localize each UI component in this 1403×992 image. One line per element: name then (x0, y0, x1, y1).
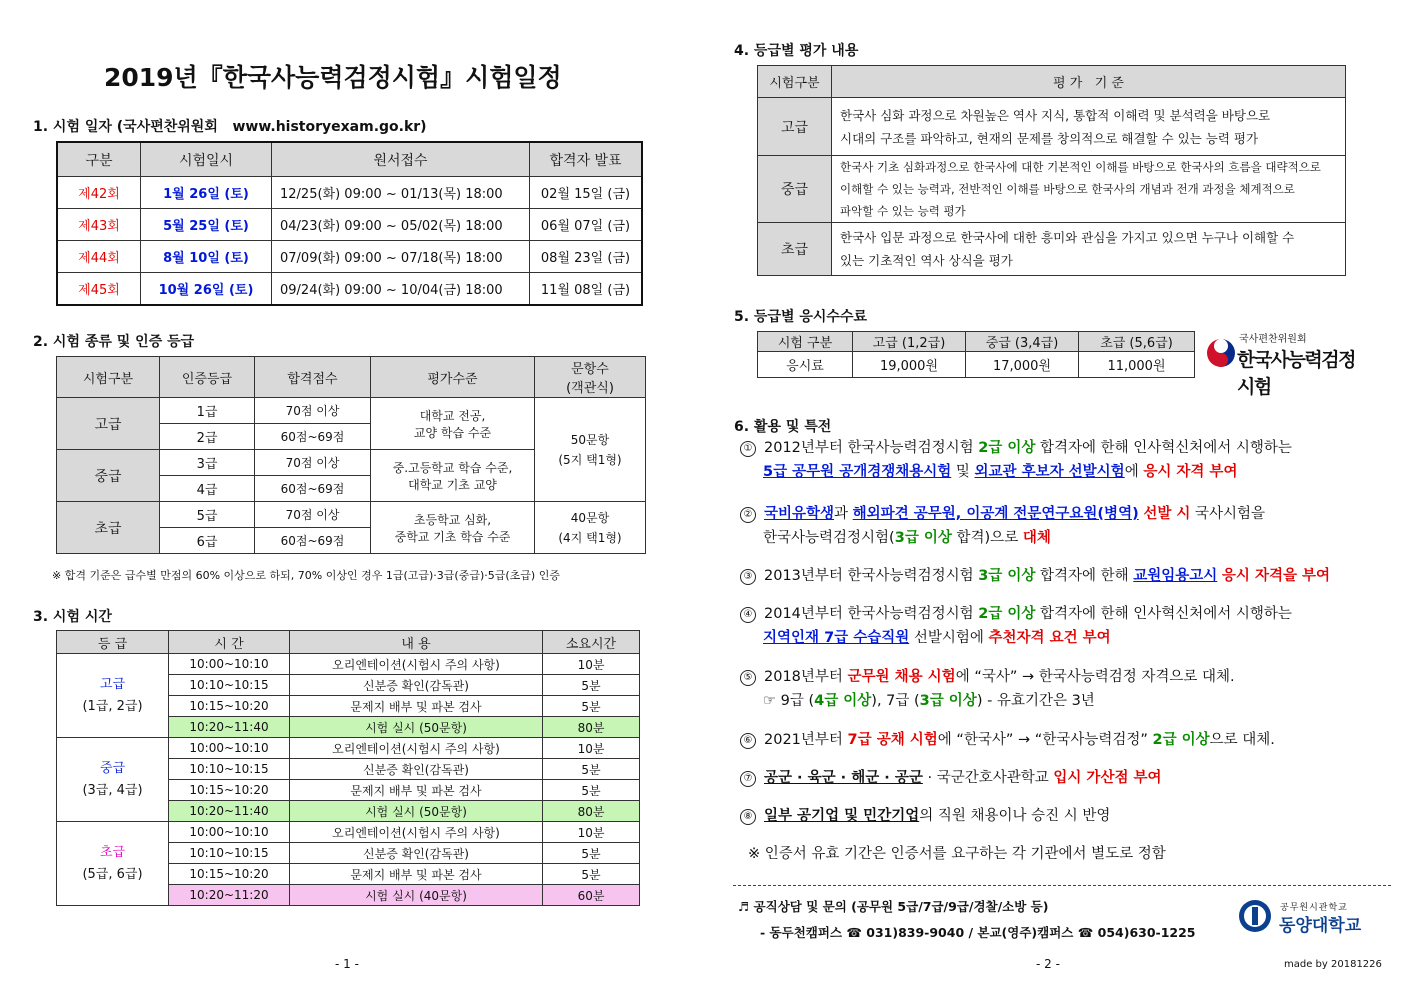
item-text: 에 “국사” → 한국사능력검정 자격으로 대체. (955, 669, 1235, 685)
description-line: 한국사 입문 과정으로 한국사에 대한 흥미와 관심을 가지고 있으면 누구나 이해할 수 (840, 230, 1295, 245)
time-cell: 10:20~11:20 (169, 885, 290, 906)
item-text: 국사시험을 (1195, 506, 1266, 522)
school-logo (1238, 897, 1388, 937)
item-number: ⑦ (740, 771, 756, 787)
description-line: 한국사 심화 과정으로 차원높은 역사 지식, 통합적 이해력 및 분석력을 바탕으로 (840, 107, 1271, 123)
list-item (740, 665, 1390, 689)
level-name: 초급 (99, 844, 126, 860)
score-cell: 70점 이상 (255, 398, 371, 424)
description-cell (832, 156, 1346, 223)
score-cell: 60점~69점 (255, 424, 371, 450)
time-cell: 10:20~11:40 (169, 717, 290, 738)
item-highlight: 일부 공기업 및 민간기업 (764, 808, 920, 824)
item-text: 및 (955, 464, 970, 480)
level-name-cell: 초급 (758, 223, 832, 276)
time-cell: 10:10~10:15 (169, 675, 290, 696)
duration-cell: 5분 (543, 780, 640, 801)
questions-type: (5지 택1형) (558, 452, 622, 467)
item-highlight: 3급 이상 (919, 693, 977, 709)
item-highlight: 선발 시 (1143, 506, 1191, 522)
item-text: 에 “한국사” → “한국사능력검정” (937, 732, 1148, 748)
score-cell: 60점~69점 (255, 476, 371, 502)
level-cell (57, 738, 169, 822)
time-cell: 10:15~10:20 (169, 864, 290, 885)
item-highlight: 입시 가산점 부여 (1053, 770, 1162, 786)
item-text: 선발시험에 (913, 630, 984, 646)
col-header: 고급 (1,2급) (853, 332, 966, 352)
content-cell: 시험 실시 (40문항) (290, 885, 543, 906)
level-line: 교양 학습 수준 (413, 425, 492, 440)
page-number-1: - 1 - (335, 957, 359, 971)
col-header: 시험일시 (141, 142, 272, 177)
item-text: 한국사능력검정시험( (763, 530, 895, 546)
round-cell: 제44회 (57, 241, 141, 273)
list-item (740, 766, 1390, 790)
section-2-title: 2. 시험 종류 및 인증 등급 (33, 334, 195, 350)
table-row (57, 241, 642, 273)
content-cell: 오리엔테이션(시험시 주의 사항) (290, 738, 543, 759)
level-cell (371, 502, 535, 554)
col-header: 등 급 (57, 631, 169, 654)
col-header: 소요시간 (543, 631, 640, 654)
time-cell: 10:00~10:10 (169, 654, 290, 675)
content-cell: 문제지 배부 및 파본 검사 (290, 780, 543, 801)
content-cell: 신분증 확인(감독관) (290, 675, 543, 696)
item-number: ⑤ (740, 670, 756, 686)
time-cell: 10:10~10:15 (169, 759, 290, 780)
duration-cell: 5분 (543, 675, 640, 696)
item-text: 2012년부터 한국사능력검정시험 (764, 440, 974, 456)
item-text: 2021년부터 (764, 732, 843, 748)
exam-date-cell: 5월 25일 (토) (141, 209, 272, 241)
list-item (740, 502, 1390, 526)
content-cell: 시험 실시 (50문항) (290, 801, 543, 822)
content-cell: 신분증 확인(감독관) (290, 759, 543, 780)
item-text: · 국군간호사관학교 (922, 770, 1049, 786)
level-cell (371, 398, 535, 450)
page-title: 2019년『한국사능력검정시험』시험일정 (104, 63, 562, 92)
col-header: 시험 구분 (758, 332, 853, 352)
section-1-title: 1. 시험 일자 (국사편찬위원회 (33, 119, 218, 135)
level-name-cell: 고급 (57, 398, 160, 450)
col-header: 원서접수 (272, 142, 530, 177)
table-row (57, 273, 642, 306)
content-cell: 문제지 배부 및 파본 검사 (290, 864, 543, 885)
level-line: 중학교 기초 학습 수준 (394, 529, 511, 544)
col-header-questions (535, 357, 646, 398)
exam-types-table (56, 356, 646, 554)
table-row (57, 209, 642, 241)
item-text: 2014년부터 한국사능력검정시험 (764, 606, 974, 622)
list-item-cont (740, 526, 1390, 550)
section-1-heading (33, 116, 427, 136)
exam-date-cell: 10월 26일 (토) (141, 273, 272, 306)
questions-type: (4지 택1형) (558, 530, 622, 545)
description-line: 파악할 수 있는 능력 평가 (840, 204, 966, 218)
score-cell: 70점 이상 (255, 450, 371, 476)
school-emblem-icon (1238, 899, 1272, 933)
content-cell: 시험 실시 (50문항) (290, 717, 543, 738)
grade-evaluation-table (757, 65, 1346, 276)
list-item (740, 564, 1390, 588)
list-item (740, 436, 1390, 460)
col-header: (객관식) (566, 381, 614, 396)
col-header: 시 간 (169, 631, 290, 654)
col-header: 내 용 (290, 631, 543, 654)
item-highlight: 응시 자격 부여 (1143, 464, 1238, 480)
page-number-2: - 2 - (1036, 957, 1060, 971)
exam-date-cell: 8월 10일 (토) (141, 241, 272, 273)
item-text: 합격자에 한해 인사혁신처에서 시행하는 (1039, 440, 1292, 456)
table-row (57, 177, 642, 209)
col-header: 평 가 기 준 (832, 66, 1346, 98)
level-sub: (3급, 4급) (82, 782, 143, 798)
item-text: 2013년부터 한국사능력검정시험 (764, 568, 974, 584)
round-cell: 제43회 (57, 209, 141, 241)
round-cell: 제42회 (57, 177, 141, 209)
col-header: 중급 (3,4급) (966, 332, 1079, 352)
level-name-cell: 중급 (57, 450, 160, 502)
col-header: 구분 (57, 142, 141, 177)
item-link: 국비유학생 (764, 506, 835, 522)
item-text: 과 (834, 506, 849, 522)
description-cell (832, 98, 1346, 156)
duration-cell: 5분 (543, 696, 640, 717)
item-link: 지역인재 7급 수습직원 (763, 630, 910, 646)
col-header: 시험구분 (758, 66, 832, 98)
level-cell (371, 450, 535, 502)
exam-date-cell: 1월 26일 (토) (141, 177, 272, 209)
item-text: 2018년부터 (764, 669, 843, 685)
item-number: ④ (740, 607, 756, 623)
footer-divider (733, 885, 1391, 886)
duration-cell: 5분 (543, 759, 640, 780)
result-date-cell: 08월 23일 (금) (530, 241, 643, 273)
item-highlight: 공군 · 육군 · 해군 · 공군 (764, 770, 923, 786)
item-highlight: 추천자격 요건 부여 (988, 630, 1111, 646)
benefits-list (740, 436, 1390, 866)
list-item-cont (740, 689, 1390, 713)
time-cell: 10:10~10:15 (169, 843, 290, 864)
contact-heading: ♬ 공직상담 및 문의 (공무원 5급/7급/9급/경찰/소방 등) (738, 899, 1049, 914)
section-4-title: 4. 등급별 평가 내용 (734, 43, 859, 59)
exam-fee-table (757, 331, 1195, 378)
duration-cell: 10분 (543, 654, 640, 675)
duration-cell: 80분 (543, 717, 640, 738)
questions-cell (535, 398, 646, 502)
item-number: ② (740, 507, 756, 523)
grade-cell: 6급 (160, 528, 255, 554)
col-header: 시험구분 (57, 357, 160, 398)
item-highlight: 4급 이상 (814, 693, 872, 709)
level-line: 초등학교 심화, (413, 512, 492, 527)
exam-schedule-table (56, 141, 643, 306)
description-line: 시대의 구조를 파악하고, 현재의 문제를 창의적으로 해결할 수 있는 능력 평가 (840, 130, 1259, 146)
grade-cell: 5급 (160, 502, 255, 528)
section-6-title: 6. 활용 및 특전 (734, 419, 832, 435)
level-cell (57, 822, 169, 906)
list-item-cont (740, 626, 1390, 650)
item-text: 의 직원 채용이나 승진 시 반영 (919, 808, 1111, 824)
exam-time-table (56, 630, 640, 906)
level-name: 고급 (99, 676, 126, 692)
list-item (740, 728, 1390, 752)
level-sub: (1급, 2급) (82, 698, 143, 714)
grade-cell: 1급 (160, 398, 255, 424)
level-cell (57, 654, 169, 738)
duration-cell: 5분 (543, 864, 640, 885)
fee-label-cell: 응시료 (758, 352, 853, 378)
item-link: 외교관 후보자 선발시험 (974, 464, 1125, 480)
col-header: 평가수준 (371, 357, 535, 398)
item-text: ☞ 9급 ( (763, 693, 815, 709)
result-date-cell: 06월 07일 (금) (530, 209, 643, 241)
col-header: 문항수 (571, 362, 609, 377)
result-date-cell: 02월 15일 (금) (530, 177, 643, 209)
item-number: ① (740, 441, 756, 457)
questions-cell (535, 502, 646, 554)
level-name: 중급 (99, 760, 126, 776)
item-link: 5급 공무원 공개경쟁채용시험 (763, 464, 952, 480)
logo-title-text: 한국사능력검정시험 (1237, 349, 1355, 398)
content-cell: 오리엔테이션(시험시 주의 사항) (290, 654, 543, 675)
fee-cell: 19,000원 (853, 352, 966, 378)
list-item (740, 804, 1390, 828)
item-link: 교원임용고시 (1133, 568, 1218, 584)
description-line: 있는 기초적인 역사 상식을 평가 (840, 253, 1013, 268)
application-cell: 07/09(화) 09:00 ~ 07/18(목) 18:00 (272, 241, 530, 273)
list-item (740, 602, 1390, 626)
col-header: 인증등급 (160, 357, 255, 398)
description-line: 이해할 수 있는 능력과, 전반적인 이해를 바탕으로 한국사의 개념과 전개 과정을 체계적으로 (840, 182, 1295, 196)
level-line: 대학교 기초 교양 (408, 477, 497, 492)
score-cell: 60점~69점 (255, 528, 371, 554)
taegeuk-icon (1206, 338, 1236, 368)
time-cell: 10:00~10:10 (169, 738, 290, 759)
item-link: 해외파견 공무원, 이공계 전문연구요원(병역) (852, 506, 1139, 522)
item-highlight: 2급 이상 (978, 606, 1036, 622)
item-text: ), 7급 ( (871, 693, 920, 709)
item-text: 합격)으로 (956, 530, 1019, 546)
item-number: ⑧ (740, 809, 756, 825)
item-number: ⑥ (740, 733, 756, 749)
item-highlight: 군무원 채용 시험 (847, 669, 956, 685)
time-cell: 10:20~11:40 (169, 801, 290, 822)
duration-cell: 10분 (543, 738, 640, 759)
grade-cell: 3급 (160, 450, 255, 476)
questions-count: 50문항 (570, 432, 610, 447)
level-name-cell: 고급 (758, 98, 832, 156)
section-3-title: 3. 시험 시간 (33, 609, 112, 625)
item-highlight: 7급 공채 시험 (847, 732, 938, 748)
contact-phones: - 동두천캠퍼스 ☎ 031)839-9040 / 본교(영주)캠퍼스 ☎ 054)630-1225 (760, 925, 1196, 940)
duration-cell: 5분 (543, 843, 640, 864)
fee-cell: 17,000원 (966, 352, 1079, 378)
content-cell: 문제지 배부 및 파본 검사 (290, 696, 543, 717)
level-line: 대학교 전공, (419, 408, 486, 423)
logo-org-text: 국사편찬위원회 (1239, 334, 1307, 345)
duration-cell: 80분 (543, 801, 640, 822)
level-sub: (5급, 6급) (82, 866, 143, 882)
level-line: 중.고등학교 학습 수준, (392, 460, 513, 475)
item-highlight: 3급 이상 (894, 530, 952, 546)
col-header: 합격점수 (255, 357, 371, 398)
time-cell: 10:15~10:20 (169, 696, 290, 717)
time-cell: 10:15~10:20 (169, 780, 290, 801)
item-text: ) - 유효기간은 3년 (976, 693, 1095, 709)
content-cell: 신분증 확인(감독관) (290, 843, 543, 864)
description-line: 한국사 기초 심화과정으로 한국사에 대한 기본적인 이해를 바탕으로 한국사의 흐름을 대략적으로 (840, 160, 1321, 174)
col-header: 초급 (5,6급) (1079, 332, 1195, 352)
score-cell: 70점 이상 (255, 502, 371, 528)
application-cell: 04/23(화) 09:00 ~ 05/02(목) 18:00 (272, 209, 530, 241)
description-cell (832, 223, 1346, 276)
level-name-cell: 중급 (758, 156, 832, 223)
time-cell: 10:00~10:10 (169, 822, 290, 843)
fee-cell: 11,000원 (1079, 352, 1195, 378)
content-cell: 오리엔테이션(시험시 주의 사항) (290, 822, 543, 843)
section-5-title: 5. 등급별 응시수수료 (734, 309, 867, 325)
duration-cell: 60분 (543, 885, 640, 906)
history-exam-link[interactable]: www.historyexam.go.kr) (232, 119, 427, 135)
pass-criteria-note: ※ 합격 기준은 급수별 만점의 60% 이상으로 하되, 70% 이상인 경우 1급(고급)·3급(중급)·5급(초급) 인증 (52, 569, 560, 582)
grade-cell: 4급 (160, 476, 255, 502)
item-text: 에 (1124, 464, 1139, 480)
round-cell: 제45회 (57, 273, 141, 306)
level-name-cell: 초급 (57, 502, 160, 554)
item-highlight: 응시 자격을 부여 (1221, 568, 1331, 584)
validity-note: ※ 인증서 유효 기간은 인증서를 요구하는 각 기관에서 별도로 정함 (748, 846, 1166, 862)
application-cell: 12/25(화) 09:00 ~ 01/13(목) 18:00 (272, 177, 530, 209)
result-date-cell: 11월 08일 (금) (530, 273, 643, 306)
history-exam-logo (1206, 328, 1366, 398)
duration-cell: 10분 (543, 822, 640, 843)
application-cell: 09/24(화) 09:00 ~ 10/04(금) 18:00 (272, 273, 530, 306)
item-number: ③ (740, 569, 756, 585)
item-text: 으로 대체. (1209, 732, 1275, 748)
col-header: 합격자 발표 (530, 142, 643, 177)
school-small-text: 공무원시관학교 (1280, 903, 1348, 913)
questions-count: 40문항 (570, 510, 610, 525)
list-item-cont (740, 460, 1390, 484)
item-highlight: 대체 (1022, 530, 1051, 546)
table-row (758, 352, 1195, 378)
school-name-text: 동양대학교 (1279, 916, 1362, 936)
grade-cell: 2급 (160, 424, 255, 450)
item-highlight: 2급 이상 (978, 440, 1036, 456)
item-text: 합격자에 한해 인사혁신처에서 시행하는 (1039, 606, 1292, 622)
made-by-text: made by 20181226 (1284, 959, 1382, 970)
item-text: 합격자에 한해 (1039, 568, 1129, 584)
item-highlight: 3급 이상 (978, 568, 1036, 584)
item-highlight: 2급 이상 (1152, 732, 1210, 748)
